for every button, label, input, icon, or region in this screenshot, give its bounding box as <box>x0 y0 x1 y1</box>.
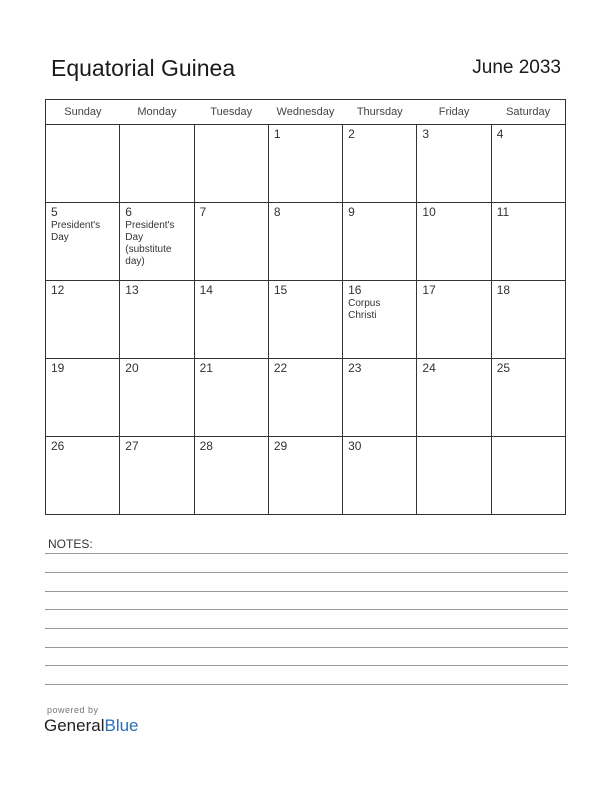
week-row <box>46 203 566 281</box>
day-number: 2 <box>348 127 355 141</box>
day-number: 3 <box>422 127 430 141</box>
day-cell <box>194 203 268 281</box>
day-cell <box>491 281 565 359</box>
weekday-tuesday: Tuesday <box>194 100 268 125</box>
day-cell <box>46 437 120 515</box>
weekday-friday: Friday <box>417 100 491 125</box>
weekday-wednesday: Wednesday <box>268 100 342 125</box>
notes-line <box>45 684 568 685</box>
day-number: 24 <box>422 361 436 375</box>
brand-blue: Blue <box>104 716 139 735</box>
powered-by-text: powered by <box>47 705 99 715</box>
day-cell <box>194 281 268 359</box>
brand-general: General <box>44 716 105 735</box>
weekday-saturday: Saturday <box>491 100 565 125</box>
holiday-label: President's Day (substitute day) <box>125 220 175 267</box>
day-cell <box>120 437 194 515</box>
day-number: 10 <box>422 205 436 219</box>
holiday-label: President's Day <box>51 220 101 243</box>
day-number: 22 <box>273 361 288 375</box>
day-cell <box>491 125 565 203</box>
day-number: 12 <box>51 283 65 297</box>
notes-line <box>45 628 568 629</box>
day-cell <box>417 281 491 359</box>
calendar-grid <box>45 99 566 515</box>
day-number: 6 <box>125 205 132 219</box>
day-cell <box>120 281 194 359</box>
holiday-label: Corpus Christi <box>348 298 381 321</box>
day-number: 4 <box>496 127 504 141</box>
day-cell <box>46 125 120 203</box>
notes-line <box>45 591 568 592</box>
day-number: 1 <box>273 127 281 141</box>
day-number: 14 <box>199 283 213 297</box>
notes-line <box>45 665 568 666</box>
day-number: 18 <box>496 283 511 297</box>
day-cell <box>46 281 120 359</box>
day-cell <box>343 281 417 359</box>
day-cell <box>194 125 268 203</box>
weekday-monday: Monday <box>120 100 194 125</box>
day-number: 13 <box>125 283 139 297</box>
day-number: 8 <box>273 205 281 219</box>
day-number: 21 <box>199 361 213 375</box>
day-number: 23 <box>348 361 362 375</box>
notes-line <box>45 647 568 648</box>
day-number: 15 <box>273 283 288 297</box>
month-year: June 2033 <box>472 57 561 78</box>
day-number: 5 <box>51 205 58 219</box>
notes-line <box>45 553 568 554</box>
day-cell <box>417 437 491 515</box>
brand-logo[interactable] <box>44 716 139 736</box>
calendar-title: Equatorial Guinea <box>51 55 236 81</box>
day-number: 27 <box>125 439 139 453</box>
day-cell <box>46 359 120 437</box>
day-number: 29 <box>273 439 288 453</box>
day-number: 7 <box>199 205 207 219</box>
day-cell <box>491 437 565 515</box>
day-cell <box>417 125 491 203</box>
day-cell <box>343 437 417 515</box>
day-number: 17 <box>422 283 436 297</box>
day-cell <box>343 125 417 203</box>
day-number: 19 <box>51 361 65 375</box>
day-number: 28 <box>199 439 213 453</box>
day-number: 20 <box>125 361 139 375</box>
notes-line <box>45 572 568 573</box>
day-number: 30 <box>348 439 362 453</box>
day-cell <box>268 203 342 281</box>
day-number: 25 <box>496 361 511 375</box>
day-number: 9 <box>348 205 355 219</box>
week-row <box>46 437 566 515</box>
day-cell <box>268 437 342 515</box>
weekday-sunday: Sunday <box>46 100 120 125</box>
week-row <box>46 125 566 203</box>
day-cell <box>120 125 194 203</box>
notes-line <box>45 609 568 610</box>
day-cell <box>268 125 342 203</box>
week-row <box>46 281 566 359</box>
day-cell <box>343 359 417 437</box>
day-cell <box>417 203 491 281</box>
weekday-thursday: Thursday <box>343 100 417 125</box>
day-cell <box>343 203 417 281</box>
day-cell <box>268 359 342 437</box>
week-row <box>46 359 566 437</box>
day-number: 16 <box>348 283 362 297</box>
day-cell <box>46 203 120 281</box>
day-cell <box>491 203 565 281</box>
notes-label: NOTES: <box>48 537 93 551</box>
day-cell <box>120 203 194 281</box>
day-cell <box>120 359 194 437</box>
day-cell <box>417 359 491 437</box>
day-cell <box>194 437 268 515</box>
weekday-header-row <box>46 100 566 125</box>
day-number: 11 <box>496 205 510 219</box>
day-cell <box>268 281 342 359</box>
day-cell <box>194 359 268 437</box>
day-number: 26 <box>51 439 65 453</box>
day-cell <box>491 359 565 437</box>
